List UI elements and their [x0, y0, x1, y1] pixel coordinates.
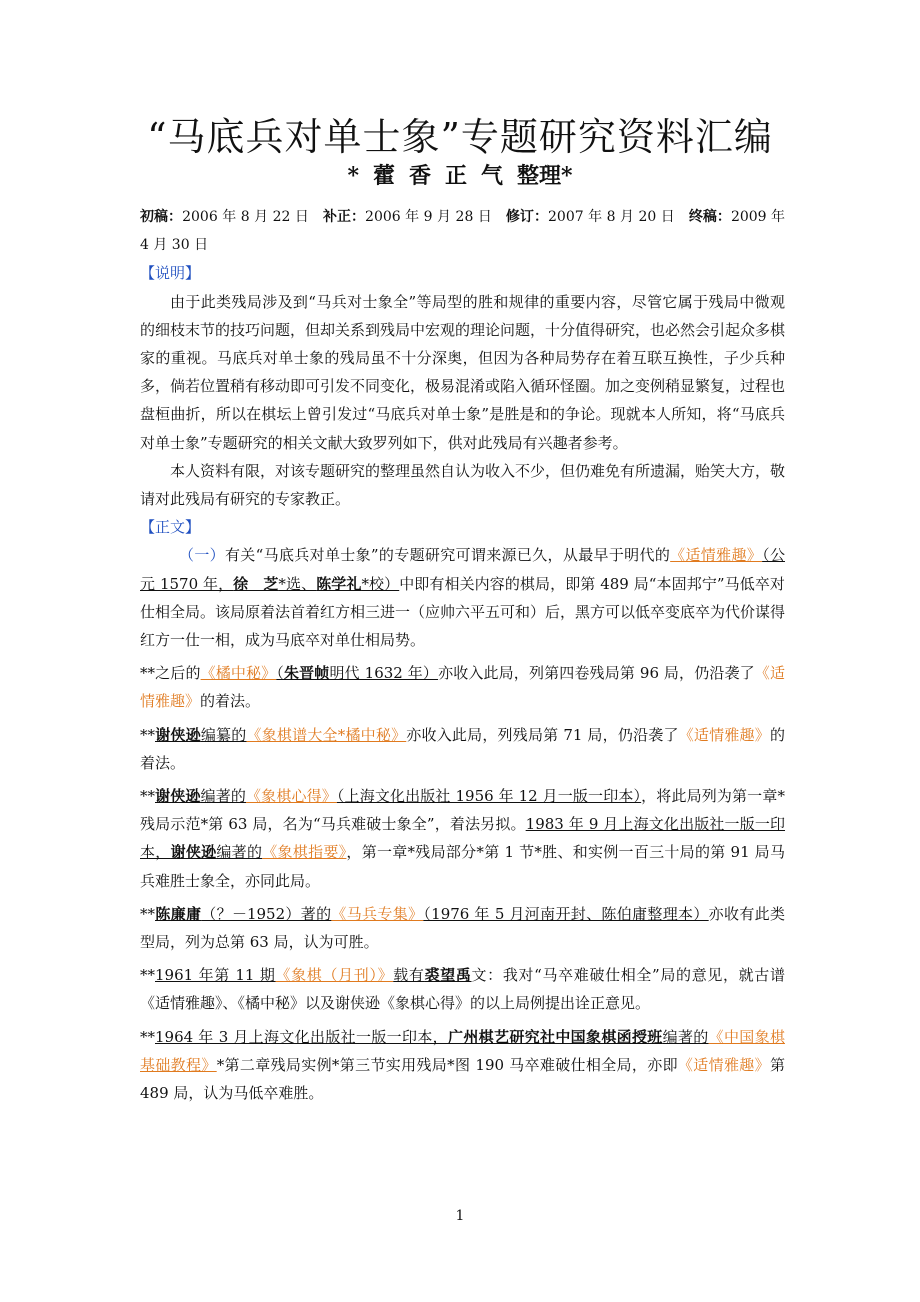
book-link[interactable]: 《适情雅趣》	[140, 664, 785, 711]
text-run: 编著的	[200, 787, 247, 806]
author-name: 谢侠逊	[155, 725, 201, 744]
book-link[interactable]: 《象棋（月刊）》	[275, 966, 394, 985]
text-run: **	[140, 787, 155, 806]
item-number: （一）	[179, 546, 225, 565]
book-link[interactable]: 《象棋心得》	[246, 787, 337, 806]
text-run: 第 489 局，认为马低卒难胜。	[140, 1055, 785, 1103]
text-run: **之后的	[140, 664, 201, 683]
text-run: ，第一章*残局部分*第 1 节*胜、和实例一百三十局的第 91 局马兵难胜士象全，亦同此局。	[140, 843, 785, 890]
supplement-date: 2006 年 9 月 28 日	[365, 209, 492, 225]
subtitle-char: 整理*	[517, 163, 573, 189]
text-run: 中即有相关内容的棋局，即第 489 局“本固邦宁”马低卒对仕相全局。该局原着法首着红方相三进一（应帅六平五可和）后，黑方可以低卒变底卒为代价谋得红方一仕一相，成为马底卒对单仕相局势。	[140, 574, 786, 650]
section-heading-main: 【正文】	[140, 518, 201, 537]
main-paragraph	[140, 782, 785, 895]
book-link[interactable]: 《象棋谱大全*橘中秘》	[246, 725, 407, 744]
text-run: 编著的	[216, 843, 263, 862]
section-heading-note: 【说明】	[140, 264, 201, 283]
text-run: 编纂的	[200, 725, 247, 744]
text-run: （	[276, 664, 284, 683]
subtitle-char: *	[347, 163, 359, 189]
text-run: **	[140, 1027, 155, 1046]
book-link[interactable]: 《适情雅趣》	[678, 725, 770, 744]
final-label: 终稿：	[688, 209, 731, 225]
draft-date: 2006 年 8 月 22 日	[182, 209, 309, 225]
text-run: 亦收有此类型局，列为总第 63 局，认为可胜。	[140, 904, 785, 952]
main-paragraph	[140, 659, 785, 715]
book-link[interactable]: 《马兵专集》	[331, 904, 424, 923]
page-number: 1	[455, 1208, 465, 1224]
main-paragraph	[140, 721, 785, 777]
note-paragraph: 本人资料有限，对该专题研究的整理虽然自认为收入不少，但仍难免有所遗漏，贻笑大方，敬请对此残局有研究的专家教正。	[140, 461, 786, 509]
text-run: **	[140, 966, 155, 985]
main-paragraph	[140, 900, 785, 956]
text-run: **	[140, 904, 155, 923]
text-run: 有关“马底兵对单士象”的专题研究可谓来源已久，从最早于明代的	[224, 546, 671, 565]
text-run: 1961 年第 11 期	[155, 966, 276, 985]
document-subtitle	[0, 160, 920, 192]
text-run: *第二章残局实例*第三节实用残局*图 190 马卒难破仕相全局，亦即	[216, 1055, 678, 1074]
text-run: ，将此局列为第一章*残局示范*第 63 局，名为“马兵难破士象全”，着法另拟。	[140, 787, 785, 834]
author-name: 陈学礼	[316, 574, 362, 593]
text-run: 的着法。	[140, 725, 785, 772]
author-name: 朱晋帧	[284, 664, 330, 683]
book-link[interactable]: 《橘中秘》	[200, 664, 277, 683]
main-paragraph	[140, 961, 785, 1017]
subtitle-char: 香	[408, 163, 431, 189]
revision-date: 2007 年 8 月 20 日	[548, 209, 675, 225]
book-link[interactable]: 《象棋指要》	[262, 843, 347, 862]
text-run: （？－1952）著的	[201, 904, 332, 923]
main-paragraph	[140, 541, 785, 654]
revision-dates	[140, 203, 785, 259]
note-paragraph: 由于此类残局涉及到“马兵对士象全”等局型的胜和规律的重要内容，尽管它属于残局中微观的细枝末节的技巧问题，但却关系到残局中宏观的理论问题，十分值得研究，也必然会引起众多棋家的重视。马底兵对单士象的残局虽不十分深奥，但因为各种局势存在着互联互换性，子少兵种多，倘若位置稍有移动即可引发不同变化，极易混淆或陷入循环怪圈。加之变例稍显繁复，过程也盘桓曲折，所以在棋坛上曾引发过“马底兵对单士象”是胜是和的争论。现就本人所知，将“马底兵对单士象”专题研究的相关文献大致罗列如下，供对此残局有兴趣者参考。	[140, 292, 786, 452]
book-link[interactable]: 《适情雅趣》	[677, 1055, 770, 1074]
text-run: （上海文化出版社 1956 年 12 月一版一印本）	[336, 787, 642, 806]
revision-label: 修订：	[505, 209, 548, 225]
final-date: 2009 年 4 月 30 日	[140, 209, 786, 254]
book-link[interactable]: 《适情雅趣》	[670, 546, 763, 565]
text-run: 编著的	[662, 1027, 709, 1046]
document-title: “马底兵对单士象”专题研究资料汇编	[147, 115, 773, 159]
subtitle-char: 正	[445, 163, 468, 189]
author-name: 徐 芝	[233, 574, 279, 593]
draft-label: 初稿：	[140, 209, 183, 225]
author-name: 谢侠逊	[155, 787, 201, 806]
text-run: 亦收入此局，列第四卷残局第 96 局，仍沿袭了	[438, 664, 755, 683]
subtitle-char: 气	[481, 163, 504, 189]
book-link[interactable]: 《中国象棋基础教程》	[140, 1027, 785, 1074]
author-name: 陈廉庸	[155, 904, 202, 923]
author-name: 裘望禹	[424, 966, 472, 985]
text-run: *选、	[278, 574, 317, 593]
text-run: **	[140, 725, 155, 744]
subtitle-char: 藿	[372, 163, 395, 189]
text-run: 载有	[393, 966, 425, 985]
text-run: 文：我对“马卒难破仕相全”局的意见，就古谱《适情雅趣》、《橘中秘》以及谢侠逊《象棋心得》的以上局例提出诠正意见。	[140, 966, 785, 1013]
text-run: 的着法。	[200, 692, 261, 711]
text-run: 1983 年 9 月上海文化出版社一版一印本，	[140, 815, 786, 862]
main-paragraph	[140, 1023, 785, 1108]
text-run: 明代 1632 年）	[329, 664, 439, 683]
document-body	[140, 203, 785, 1107]
text-run: （1976 年 5 月河南开封、陈伯庸整理本）	[423, 904, 709, 923]
text-run: 1964 年 3 月上海文化出版社一版一印本，	[155, 1027, 448, 1046]
text-run: 亦收入此局，列残局第 71 局，仍沿袭了	[406, 725, 679, 744]
text-run: （公元 1570 年，	[140, 546, 785, 593]
author-name: 谢侠逊	[170, 843, 217, 862]
author-name: 广州棋艺研究社中国象棋函授班	[448, 1027, 663, 1046]
supplement-label: 补正：	[322, 209, 366, 225]
text-run: *校）	[361, 574, 400, 593]
